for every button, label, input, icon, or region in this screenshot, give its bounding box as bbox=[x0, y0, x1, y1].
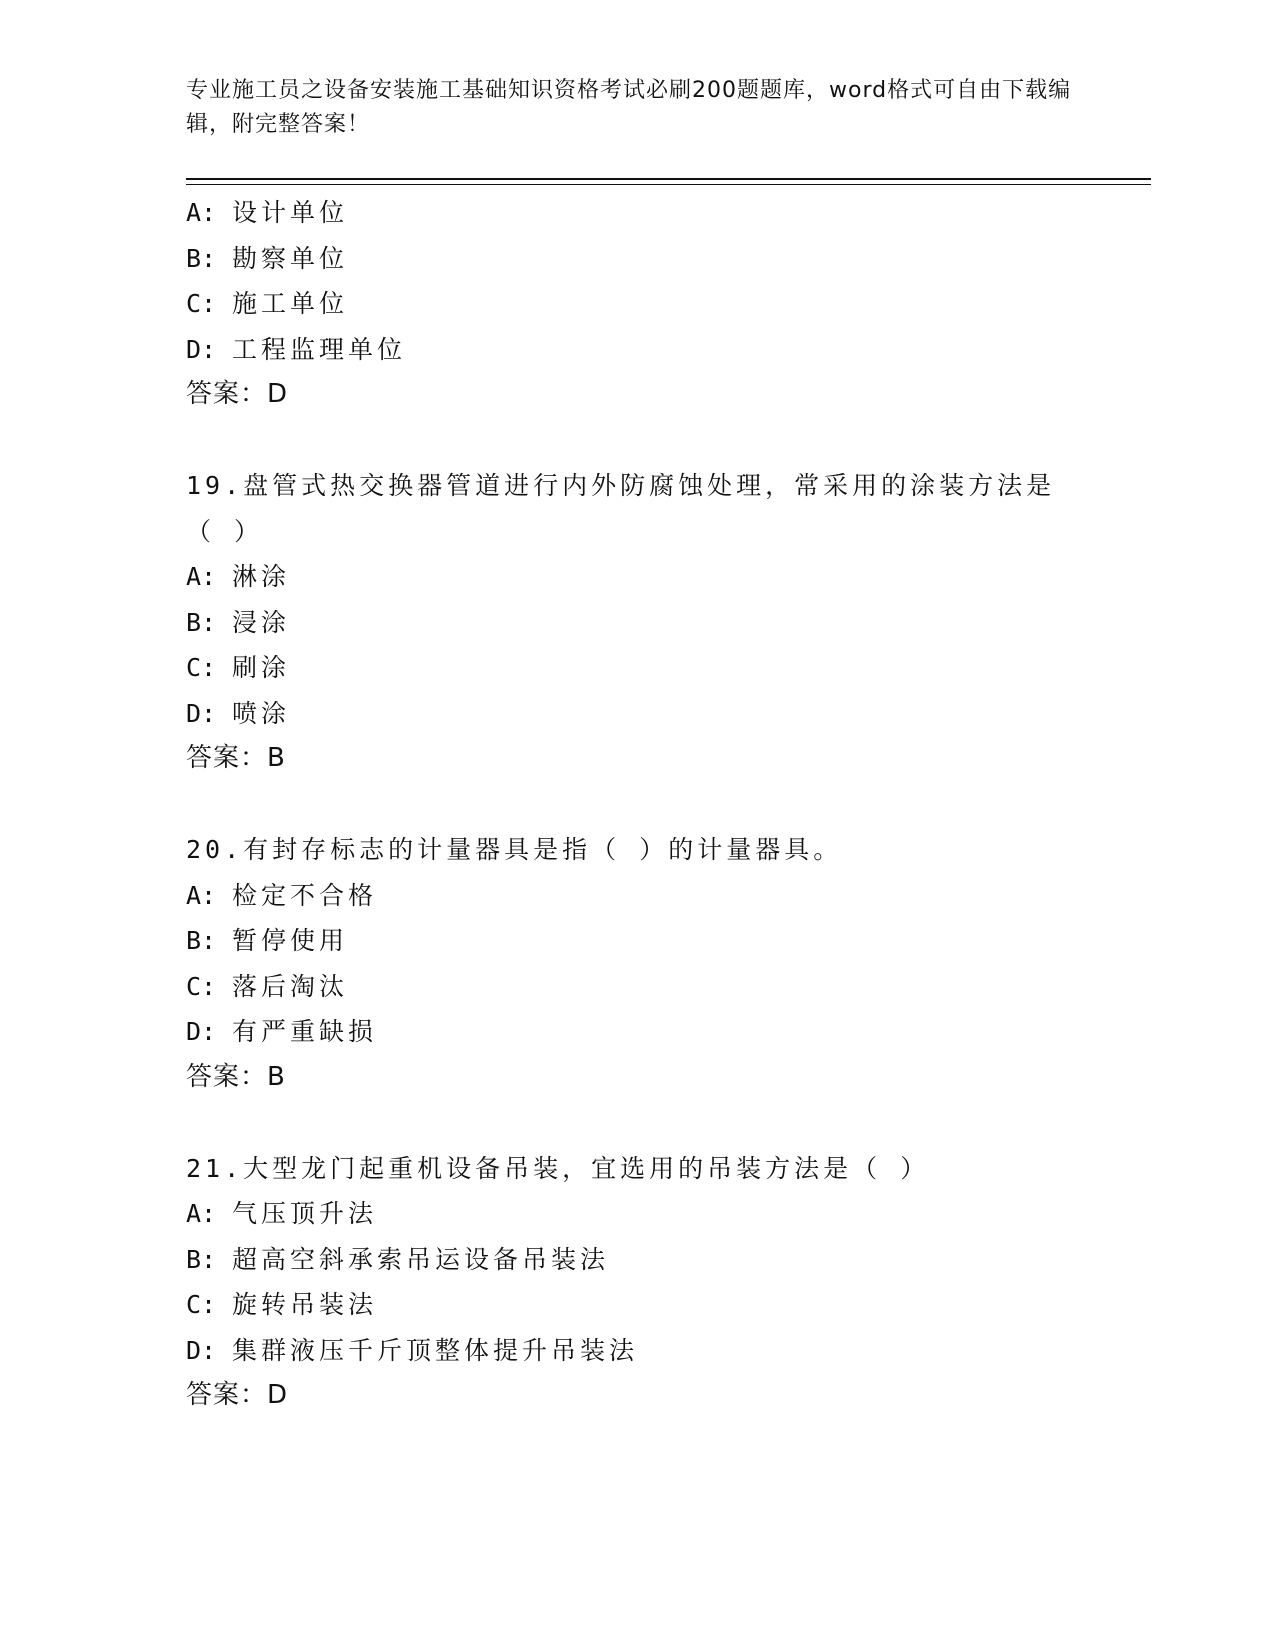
option-text: 浸涂 bbox=[232, 607, 291, 637]
question-block-20 bbox=[186, 827, 1151, 1100]
option-text: 超高空斜承索吊运设备吊装法 bbox=[232, 1244, 610, 1274]
document-header: 专业施工员之设备安装施工基础知识资格考试必刷200题题库，word格式可自由下载编辑，附完整答案！ bbox=[186, 78, 1072, 137]
option-key: A: bbox=[186, 880, 217, 910]
option-key: C: bbox=[186, 653, 217, 682]
option-b bbox=[186, 236, 1151, 282]
option-key: C: bbox=[186, 1290, 217, 1319]
option-d bbox=[186, 691, 1151, 737]
option-text: 淋涂 bbox=[232, 562, 291, 591]
question-stem: 19.盘管式热交换器管道进行内外防腐蚀处理，常采用的涂装方法是（ ） bbox=[186, 471, 1056, 546]
option-a bbox=[186, 554, 1151, 600]
option-text: 落后淘汰 bbox=[232, 971, 349, 1001]
option-b bbox=[186, 918, 1151, 964]
answer-line: 答案：D bbox=[186, 1380, 289, 1410]
option-a bbox=[186, 873, 1151, 919]
option-key: D: bbox=[186, 334, 217, 364]
option-text: 喷涂 bbox=[232, 698, 291, 728]
spacer bbox=[186, 418, 1151, 464]
header-rule-thin bbox=[186, 184, 1151, 185]
option-b bbox=[186, 600, 1151, 646]
option-a bbox=[186, 190, 1151, 236]
option-key: C: bbox=[186, 289, 217, 318]
option-key: A: bbox=[186, 198, 217, 227]
option-key: B: bbox=[186, 243, 217, 273]
header-rule-thick bbox=[186, 178, 1151, 180]
option-a bbox=[186, 1191, 1151, 1237]
answer-line: 答案：B bbox=[186, 743, 286, 773]
question-stem: 20.有封存标志的计量器具是指（ ）的计量器具。 bbox=[186, 835, 843, 864]
option-key: B: bbox=[186, 607, 217, 637]
option-key: C: bbox=[186, 971, 217, 1001]
answer-line: 答案：B bbox=[186, 1061, 286, 1092]
option-text: 施工单位 bbox=[232, 289, 349, 318]
question-block-18 bbox=[186, 190, 1151, 418]
option-d bbox=[186, 327, 1151, 373]
option-key: D: bbox=[186, 1335, 217, 1365]
option-c bbox=[186, 645, 1151, 691]
option-key: A: bbox=[186, 562, 217, 591]
question-block-21 bbox=[186, 1146, 1151, 1419]
option-text: 设计单位 bbox=[232, 198, 349, 227]
option-text: 勘察单位 bbox=[232, 243, 349, 273]
option-b bbox=[186, 1237, 1151, 1283]
option-key: D: bbox=[186, 698, 217, 728]
option-key: D: bbox=[186, 1017, 217, 1046]
option-c bbox=[186, 281, 1151, 327]
option-c bbox=[186, 964, 1151, 1010]
option-text: 工程监理单位 bbox=[232, 334, 407, 364]
document-content bbox=[186, 190, 1151, 1419]
option-text: 暂停使用 bbox=[232, 926, 349, 955]
option-key: B: bbox=[186, 926, 217, 955]
option-text: 旋转吊装法 bbox=[232, 1290, 378, 1319]
option-d bbox=[186, 1009, 1151, 1055]
option-key: A: bbox=[186, 1199, 217, 1228]
option-key: B: bbox=[186, 1244, 217, 1274]
option-text: 集群液压千斤顶整体提升吊装法 bbox=[232, 1335, 639, 1365]
option-text: 检定不合格 bbox=[232, 880, 378, 910]
option-text: 有严重缺损 bbox=[232, 1017, 378, 1046]
spacer bbox=[186, 782, 1151, 828]
question-stem: 21.大型龙门起重机设备吊装，宜选用的吊装方法是（ ） bbox=[186, 1153, 930, 1183]
option-text: 气压顶升法 bbox=[232, 1199, 378, 1228]
question-block-19 bbox=[186, 463, 1151, 782]
answer-line: 答案：D bbox=[186, 379, 289, 409]
option-d bbox=[186, 1328, 1151, 1374]
option-c bbox=[186, 1282, 1151, 1328]
option-text: 刷涂 bbox=[232, 653, 291, 682]
spacer bbox=[186, 1100, 1151, 1146]
